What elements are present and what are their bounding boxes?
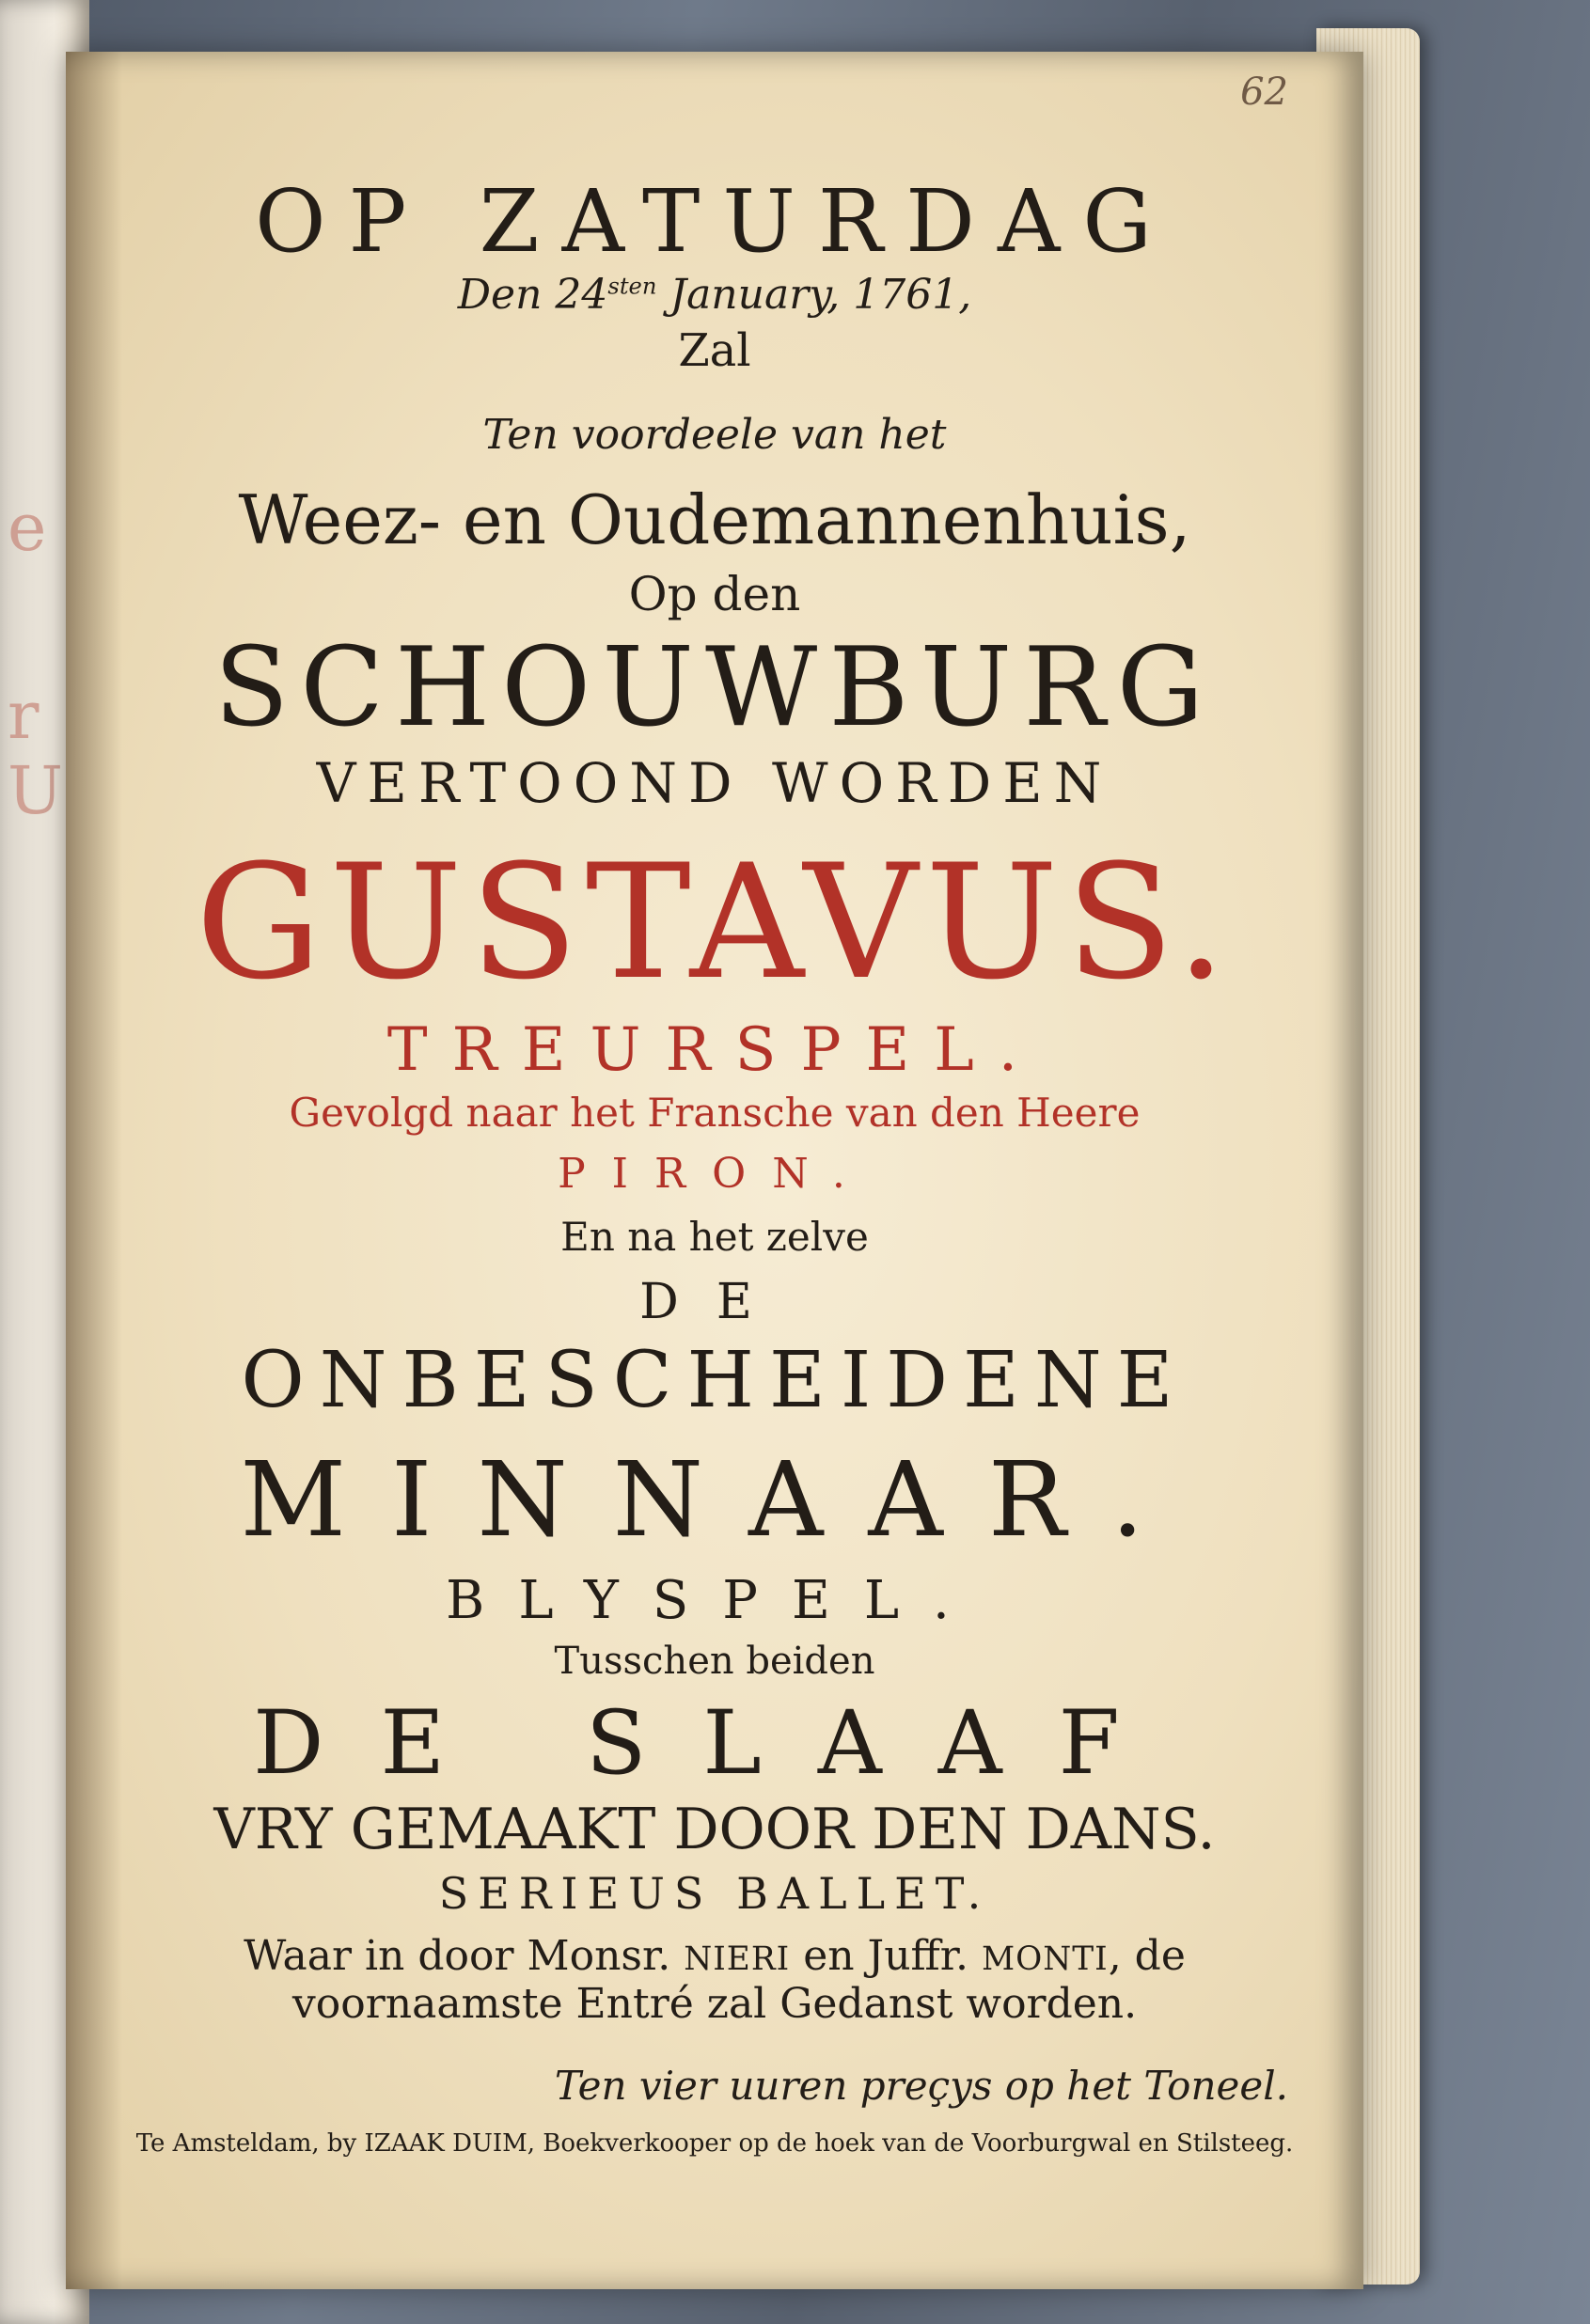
entree-line: voornaamste Entré zal Gedanst worden. <box>291 1979 1138 2028</box>
printer-name: IZAAK DUIM <box>364 2129 527 2159</box>
benefit-line: Ten voordeele van het <box>482 411 947 460</box>
play-title-minnaar: MINNAAR. <box>240 1438 1189 1560</box>
playbill-text <box>122 171 1307 2159</box>
tusschen-line: Tusschen beiden <box>554 1640 875 1684</box>
genre-treurspel: TREURSPEL. <box>386 1015 1043 1086</box>
date-line: Den $24^{sten}$ January, 1761, <box>457 271 972 320</box>
dancers-line: Waar in door Monsr. NIERI en Juffr. MONTI, de <box>244 1932 1186 1981</box>
en-na-line: En na het zelve <box>560 1214 869 1261</box>
genre-ballet: SERIEUS BALLET. <box>438 1867 991 1919</box>
dancer-monti: MONTI <box>981 1940 1109 1979</box>
genre-blyspel: BLYSPEL. <box>446 1569 984 1631</box>
playbill-page <box>66 52 1363 2289</box>
vertoond-line: VERTOOND WORDEN <box>316 750 1113 815</box>
folio-number: 62 <box>1240 71 1288 114</box>
ballet-subtitle: VRY GEMAAKT DOOR DEN DANS. <box>213 1796 1216 1862</box>
zal-line: Zal <box>678 323 751 377</box>
dancer-nieri: NIERI <box>684 1940 791 1979</box>
ballet-title-de-slaaf: DE SLAAF <box>253 1692 1176 1796</box>
play-title-onbescheidene: ONBESCHEIDENE <box>241 1336 1189 1426</box>
author-piron: PIRON. <box>558 1149 872 1198</box>
facing-page-bleed-mark: e <box>8 489 47 566</box>
beneficiary-line: Weez- en Oudemannenhuis, <box>238 479 1191 559</box>
time-line: Ten vier uuren preçys op het Toneel. <box>554 2063 1288 2110</box>
de-line: DE <box>639 1274 790 1331</box>
gutter-shadow <box>66 52 122 2289</box>
facing-page-bleed-mark: U <box>8 752 63 829</box>
play-title-gustavus: GUSTAVUS. <box>195 830 1235 1015</box>
venue-line: SCHOUWBURG <box>213 623 1216 751</box>
heading-day: OP ZATURDAG <box>255 171 1174 272</box>
source-line: Gevolgd naar het Fransche van den Heere <box>289 1089 1141 1136</box>
printer-imprint: Te Amsteldam, by IZAAK DUIM, Boekverkooper op de hoek van de Voorburgwal en Stilsteeg. <box>135 2129 1294 2159</box>
facing-page-bleed-mark: r <box>8 677 39 754</box>
op-den-line: Op den <box>628 566 801 621</box>
